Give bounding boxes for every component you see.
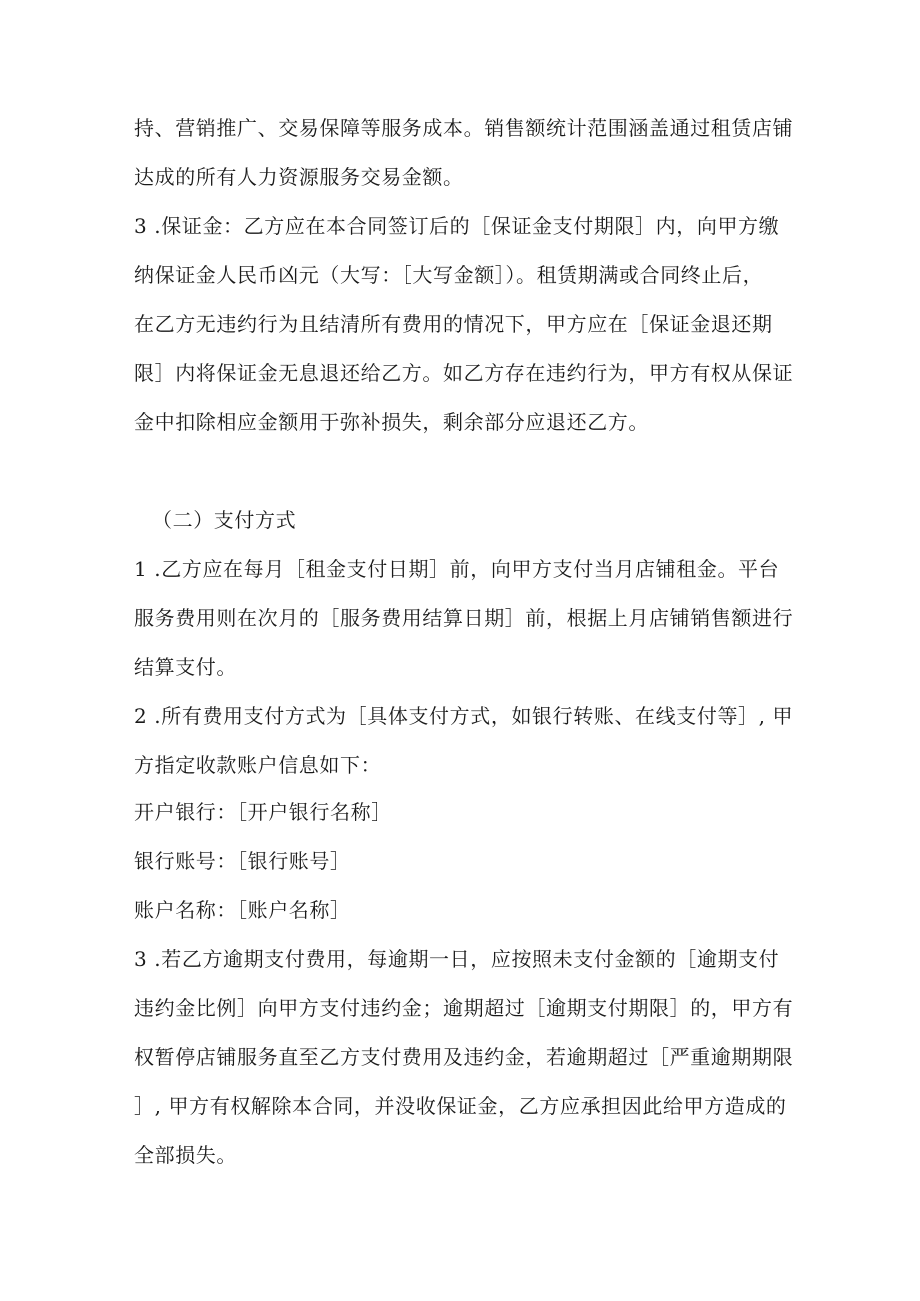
paragraph-line: 金中扣除相应金额用于弥补损失，剩余部分应退还乙方。 <box>134 410 649 434</box>
clause-2-line: 2 .所有费用支付方式为［具体支付方式，如银行转账、在线支付等］, 甲 <box>134 704 794 728</box>
paragraph-line: 全部损失。 <box>134 1143 237 1167</box>
paragraph-line: 方指定收款账户信息如下： <box>134 753 382 777</box>
clause-1-line: 1 .乙方应在每月［租金支付日期］前，向甲方支付当月店铺租金。平台 <box>134 557 780 581</box>
paragraph-line: 服务费用则在次月的［服务费用结算日期］前，根据上月店铺销售额进行 <box>134 606 794 630</box>
account-name-line: 账户名称：［账户名称］ <box>134 898 351 922</box>
paragraph-line: ］, 甲方有权解除本合同，并没收保证金，乙方应承担因此给甲方造成的 <box>134 1094 787 1118</box>
paragraph-line: 限］内将保证金无息退还给乙方。如乙方存在违约行为，甲方有权从保证 <box>134 361 794 385</box>
clause-3-late-payment-line: 3 .若乙方逾期支付费用，每逾期一日，应按照未支付金额的［逾期支付 <box>134 947 780 971</box>
bank-name-line: 开户银行：［开户银行名称］ <box>134 800 392 824</box>
paragraph-line: 纳保证金人民币凶元（大写：［大写金额］）。租赁期满或合同终止后， <box>134 263 764 287</box>
paragraph-line: 权暂停店铺服务直至乙方支付费用及违约金，若逾期超过［严重逾期期限 <box>134 1045 794 1069</box>
paragraph-line: 违约金比例］向甲方支付违约金；逾期超过［逾期支付期限］的，甲方有 <box>134 996 794 1020</box>
paragraph-line: 达成的所有人力资源服务交易金额。 <box>134 165 464 189</box>
paragraph-line: 持、营销推广、交易保障等服务成本。销售额统计范围涵盖通过租赁店铺 <box>134 116 794 140</box>
section-heading: （二）支付方式 <box>152 508 297 532</box>
clause-3-deposit-line: 3 .保证金：乙方应在本合同签订后的［保证金支付期限］内，向甲方缴 <box>134 214 780 238</box>
paragraph-line: 结算支付。 <box>134 655 237 679</box>
paragraph-line: 在乙方无违约行为且结清所有费用的情况下，甲方应在［保证金退还期 <box>134 312 773 336</box>
bank-account-line: 银行账号：［银行账号］ <box>134 849 351 873</box>
